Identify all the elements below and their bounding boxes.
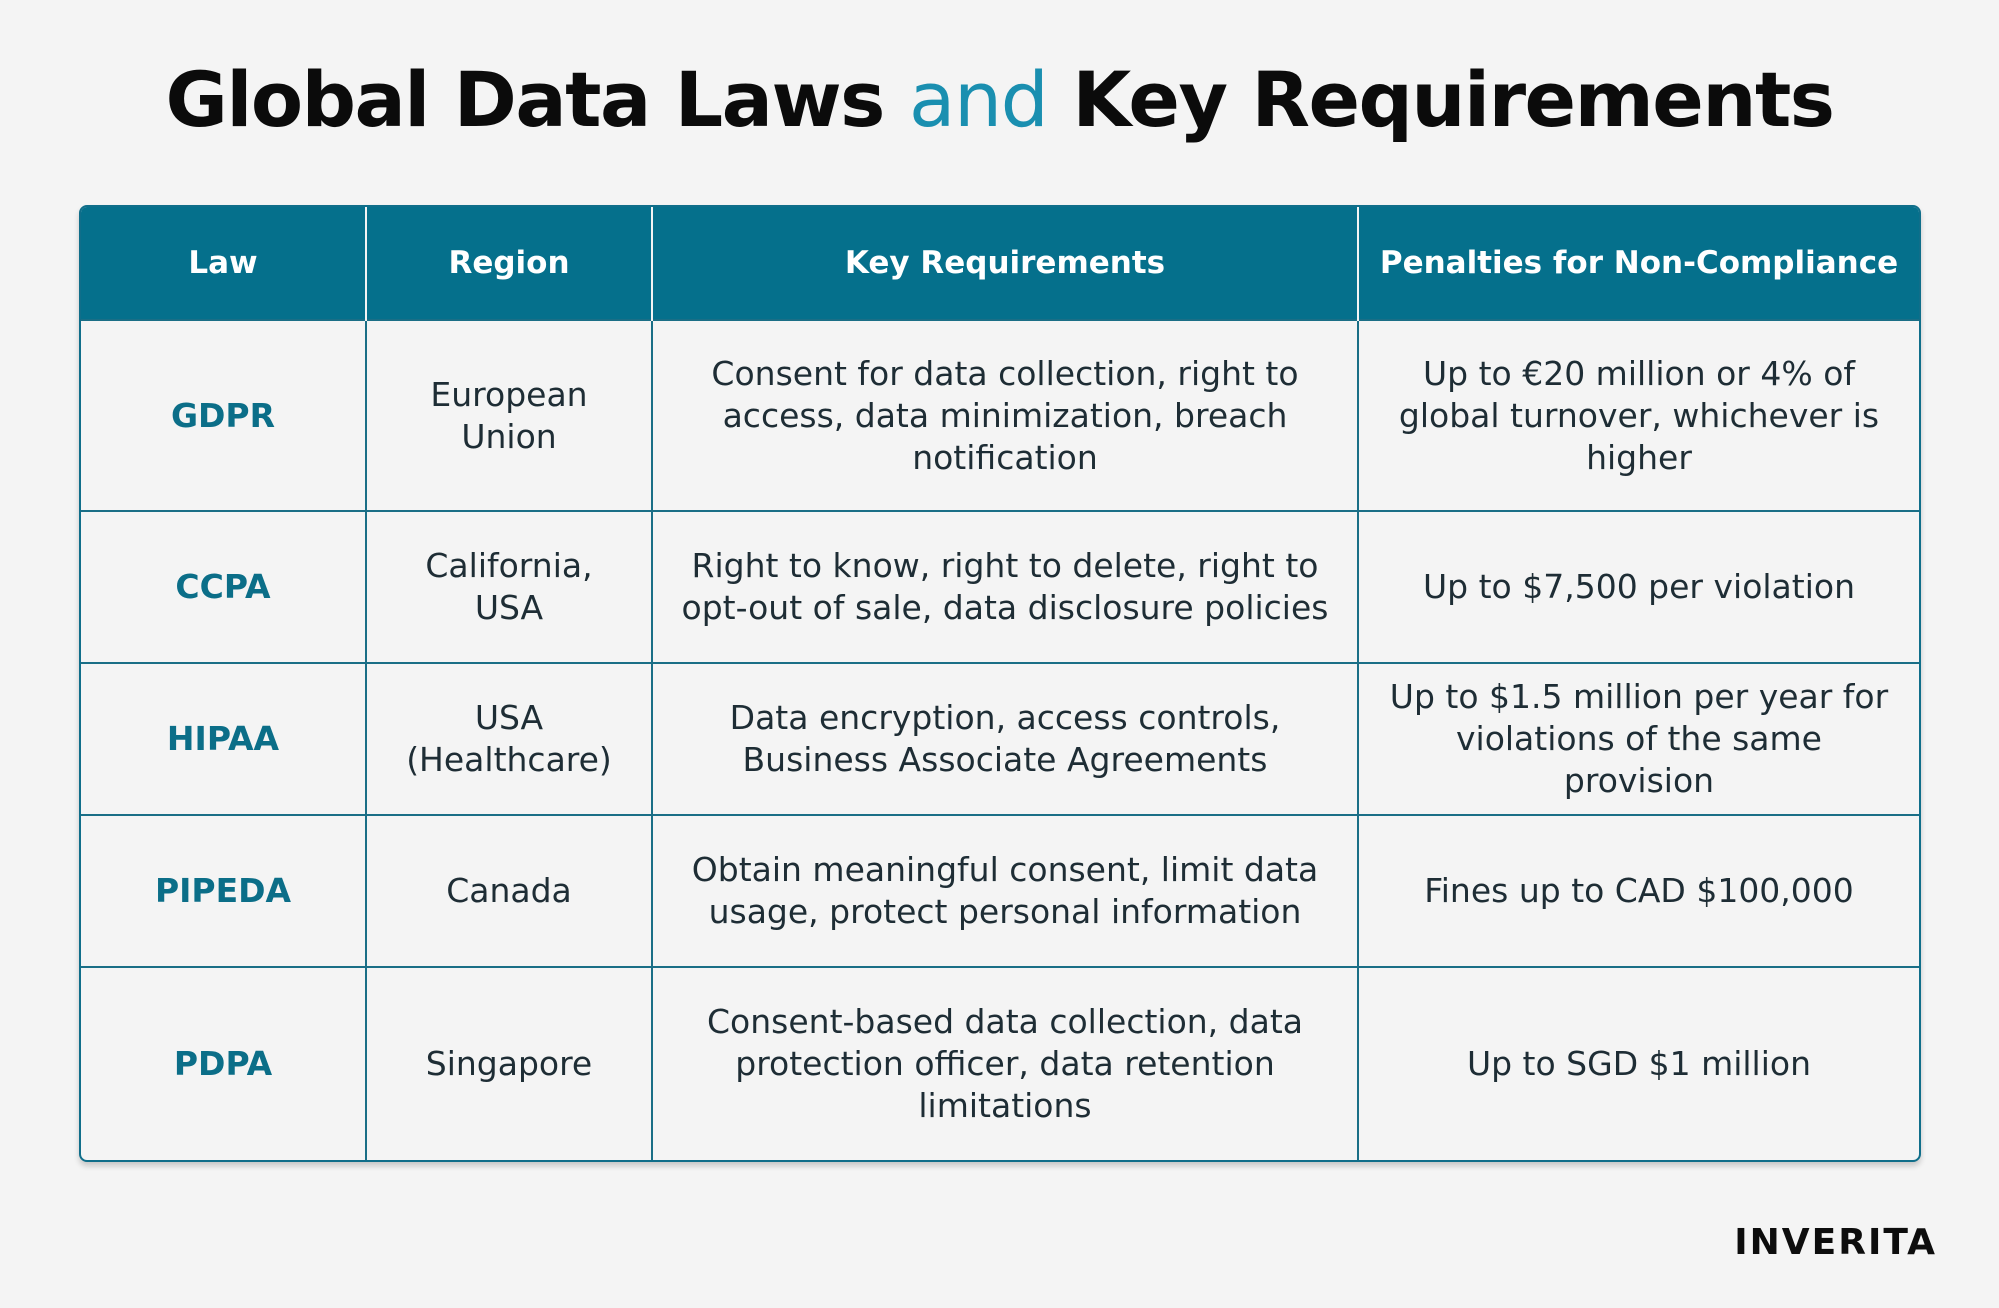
region-cell: Singapore [366,967,652,1160]
header-region: Region [366,207,652,320]
region-cell: European Union [366,320,652,511]
requirements-cell: Data encryption, access controls, Business Associate Agreements [652,663,1358,815]
penalties-cell: Up to $1.5 million per year for violations of the same provision [1358,663,1919,815]
region-cell: California, USA [366,511,652,663]
header-key-requirements: Key Requirements [652,207,1358,320]
table-row [81,320,1919,511]
table-row [81,663,1919,815]
table-row [81,967,1919,1160]
title-part-2: Key Requirements [1072,55,1834,144]
penalties-cell: Up to $7,500 per violation [1358,511,1919,663]
law-cell: GDPR [81,320,366,511]
requirements-cell: Consent for data collection, right to access, data minimization, breach notification [652,320,1358,511]
law-cell: PIPEDA [81,815,366,967]
requirements-cell: Right to know, right to delete, right to opt-out of sale, data disclosure policies [652,511,1358,663]
table-row [81,511,1919,663]
region-cell: USA (Healthcare) [366,663,652,815]
header-penalties: Penalties for Non-Compliance [1358,207,1919,320]
header-law: Law [81,207,366,320]
inverita-logo: INVERITA [1734,1222,1937,1263]
law-cell: HIPAA [81,663,366,815]
penalties-cell: Fines up to CAD $100,000 [1358,815,1919,967]
title-part-1: Global Data Laws [165,55,884,144]
penalties-cell: Up to SGD $1 million [1358,967,1919,1160]
page-title [0,55,1999,144]
law-cell: CCPA [81,511,366,663]
title-accent: and [908,55,1048,144]
penalties-cell: Up to €20 million or 4% of global turnover, whichever is higher [1358,320,1919,511]
region-cell: Canada [366,815,652,967]
law-cell: PDPA [81,967,366,1160]
requirements-cell: Obtain meaningful consent, limit data usage, protect personal information [652,815,1358,967]
data-laws-table [79,205,1921,1162]
table-row [81,815,1919,967]
table-header-row [81,207,1919,320]
requirements-cell: Consent-based data collection, data protection officer, data retention limitations [652,967,1358,1160]
